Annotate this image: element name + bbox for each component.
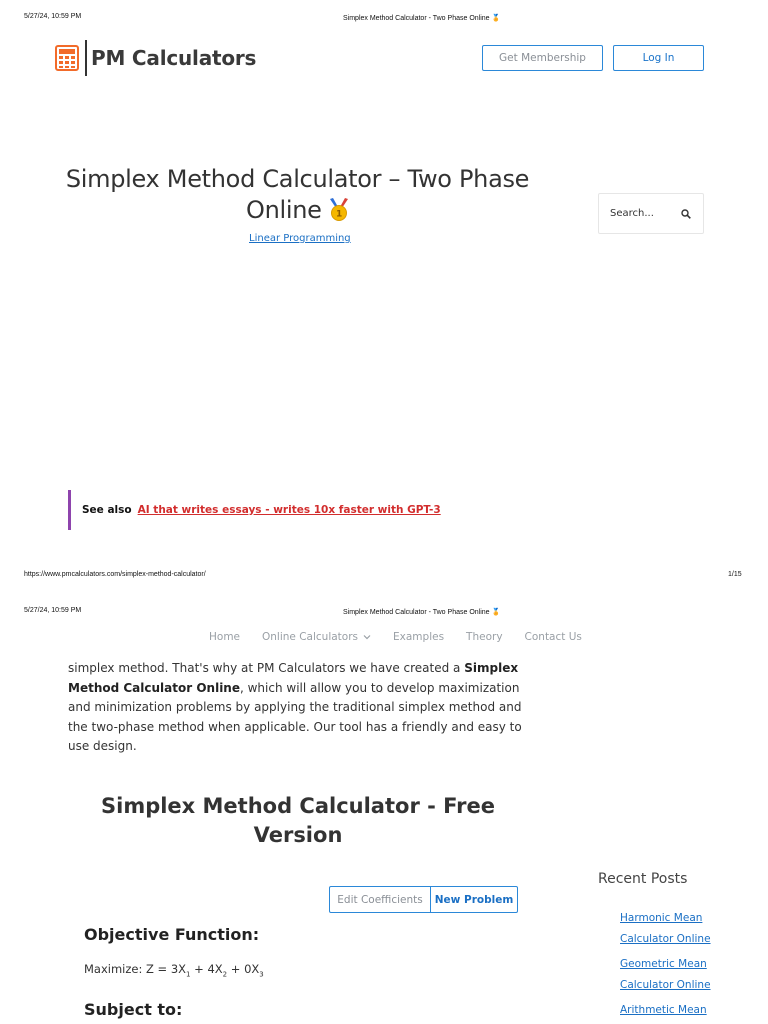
nav-examples[interactable]: Examples (393, 631, 445, 643)
logo-divider (85, 40, 87, 76)
see-also-label: See also (82, 504, 132, 516)
page-title-line1: Simplex Method Calculator – Two Phase (65, 165, 530, 193)
nav-home[interactable]: Home (209, 631, 241, 643)
objective-function: Maximize: $Z = 3X_1 + 4X_2 + 0X_3$ (84, 962, 264, 979)
see-also-link[interactable]: AI that writes essays - writes 10x faster with GPT-3 (137, 504, 441, 516)
intro-paragraph: simplex method. That's why at PM Calculators we have created a Simplex Method Calculator Online, which will allow you to develop maximization and minimization problems by applying the traditional simplex method and the two-phase method when applicable. Our tool has a friendly and easy to use design. (68, 661, 522, 753)
svg-text:1: 1 (336, 209, 342, 220)
search-icon[interactable] (681, 209, 691, 219)
nav-online-calculators-label: Online Calculators (262, 631, 359, 643)
calculator-button-group (329, 886, 518, 913)
intro-bold: Simplex Method Calculator Online (68, 661, 519, 695)
subject-to-heading: Subject to: (84, 1000, 183, 1019)
print-page-number: 1/15 (728, 571, 742, 578)
edit-coefficients-button[interactable]: Edit Coefficients (330, 887, 431, 912)
search-placeholder: Search... (610, 208, 654, 219)
chevron-down-icon (363, 634, 371, 640)
objective-heading: Objective Function: (84, 925, 260, 944)
get-membership-button[interactable]: Get Membership (482, 45, 603, 71)
nav-online-calculators[interactable] (262, 631, 371, 643)
print-url: https://www.pmcalculators.com/simplex-method-calculator/ (24, 571, 206, 578)
page-title (60, 164, 535, 226)
recent-posts-list (620, 908, 730, 1024)
main-nav (209, 631, 604, 643)
calculator-title: Simplex Method Calculator - Free Version (101, 794, 495, 847)
site-logo[interactable] (55, 40, 256, 76)
search-input[interactable] (598, 193, 704, 234)
print-doc-title-2: Simplex Method Calculator - Two Phase Online 🏅 (343, 609, 501, 616)
brand-name: PM Calculators (91, 46, 257, 70)
new-problem-button[interactable]: New Problem (434, 893, 514, 906)
recent-post-geometric-mean[interactable]: Geometric Mean Calculator Online (620, 957, 711, 991)
nav-theory[interactable]: Theory (466, 631, 503, 643)
calculator-icon (55, 45, 79, 71)
medal-icon: 🏅 (491, 609, 501, 616)
category-link[interactable]: Linear Programming (249, 233, 351, 244)
nav-contact[interactable]: Contact Us (524, 631, 582, 643)
print-doc-title: Simplex Method Calculator - Two Phase Online 🏅 (343, 15, 501, 22)
medal-icon: 🏅 (491, 15, 501, 22)
see-also-box (68, 490, 528, 530)
medal-icon (329, 198, 349, 222)
recent-posts-title: Recent Posts (598, 871, 688, 887)
recent-post-arithmetic-mean[interactable]: Arithmetic Mean (620, 1004, 707, 1016)
page-title-line2: Online (246, 196, 322, 224)
recent-post-harmonic-mean[interactable]: Harmonic Mean Calculator Online (620, 912, 711, 945)
login-button[interactable]: Log In (613, 45, 704, 71)
print-datetime: 5/27/24, 10:59 PM (24, 13, 82, 20)
print-datetime-2: 5/27/24, 10:59 PM (24, 607, 82, 614)
